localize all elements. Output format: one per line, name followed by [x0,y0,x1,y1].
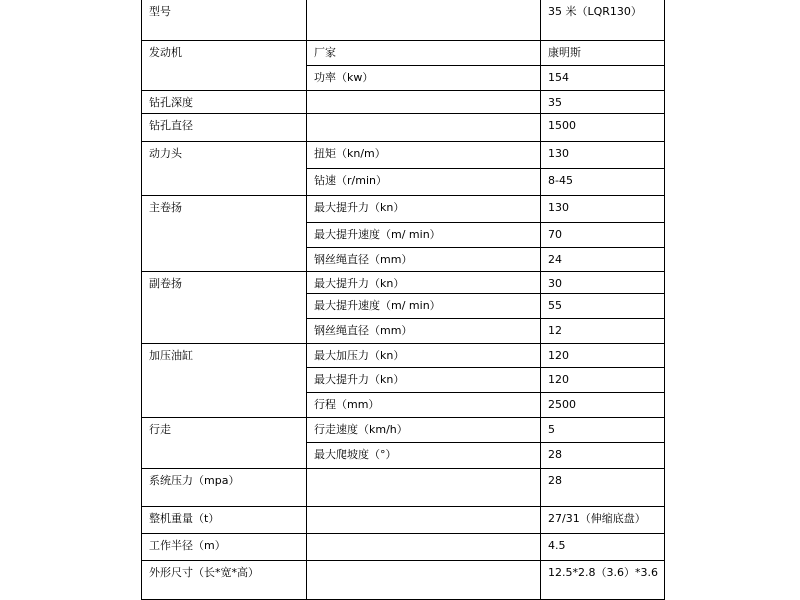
sub-label-cell [307,468,541,506]
row-label-dimensions: 外形尺寸（长*宽*高） [142,560,307,599]
sub-label-cell: 扭矩（kn/m） [307,141,541,168]
value-cell: 35 [541,90,665,113]
row-label-engine: 发动机 [142,40,307,90]
sub-label-cell: 最大提升力（kn） [307,195,541,222]
sub-label-cell [307,506,541,533]
sub-label-cell: 厂家 [307,40,541,65]
table-row [142,468,665,506]
row-label-travel: 行走 [142,417,307,468]
value-cell: 28 [541,442,665,468]
value-cell: 70 [541,222,665,247]
table-row [142,271,665,293]
row-label-power-head: 动力头 [142,141,307,195]
sub-label-cell: 最大爬坡度（°） [307,442,541,468]
sub-label-cell: 行走速度（km/h） [307,417,541,442]
value-cell: 27/31（伸缩底盘） [541,506,665,533]
table-row [142,113,665,141]
value-cell: 2500 [541,392,665,417]
sub-label-cell: 最大提升力（kn） [307,271,541,293]
row-label-pressure-cylinder: 加压油缸 [142,343,307,417]
table-row [142,560,665,599]
sub-label-cell: 功率（kw） [307,65,541,90]
value-cell: 120 [541,367,665,392]
sub-label-cell: 钢丝绳直径（mm） [307,247,541,271]
sub-label-cell [307,0,541,40]
row-label-model: 型号 [142,0,307,40]
row-label-drill-depth: 钻孔深度 [142,90,307,113]
value-cell: 35 米（LQR130） [541,0,665,40]
value-cell: 130 [541,141,665,168]
table-row [142,90,665,113]
sub-label-cell: 钢丝绳直径（mm） [307,318,541,343]
value-cell: 12 [541,318,665,343]
value-cell: 120 [541,343,665,367]
table-row [142,195,665,222]
row-label-system-pressure: 系统压力（mpa） [142,468,307,506]
value-cell: 130 [541,195,665,222]
sub-label-cell: 最大提升速度（m/ min） [307,222,541,247]
value-cell: 5 [541,417,665,442]
table-row [142,0,665,40]
table-row [142,506,665,533]
row-label-drill-diameter: 钻孔直径 [142,113,307,141]
spec-table [141,0,665,600]
sub-label-cell: 最大提升力（kn） [307,367,541,392]
row-label-machine-weight: 整机重量（t） [142,506,307,533]
value-cell: 28 [541,468,665,506]
value-cell: 30 [541,271,665,293]
value-cell: 55 [541,293,665,318]
sub-label-cell: 最大提升速度（m/ min） [307,293,541,318]
row-label-aux-winch: 副卷扬 [142,271,307,343]
value-cell: 8-45 [541,168,665,195]
sub-label-cell: 钻速（r/min） [307,168,541,195]
value-cell: 4.5 [541,533,665,560]
sub-label-cell [307,113,541,141]
table-row [142,417,665,442]
sub-label-cell [307,560,541,599]
value-cell: 154 [541,65,665,90]
sub-label-cell [307,533,541,560]
table-row [142,40,665,65]
table-row [142,141,665,168]
sub-label-cell: 行程（mm） [307,392,541,417]
row-label-main-winch: 主卷扬 [142,195,307,271]
row-label-work-radius: 工作半径（m） [142,533,307,560]
table-row [142,343,665,367]
sub-label-cell: 最大加压力（kn） [307,343,541,367]
value-cell: 12.5*2.8（3.6）*3.6 [541,560,665,599]
value-cell: 1500 [541,113,665,141]
value-cell: 24 [541,247,665,271]
table-row [142,533,665,560]
value-cell: 康明斯 [541,40,665,65]
sub-label-cell [307,90,541,113]
